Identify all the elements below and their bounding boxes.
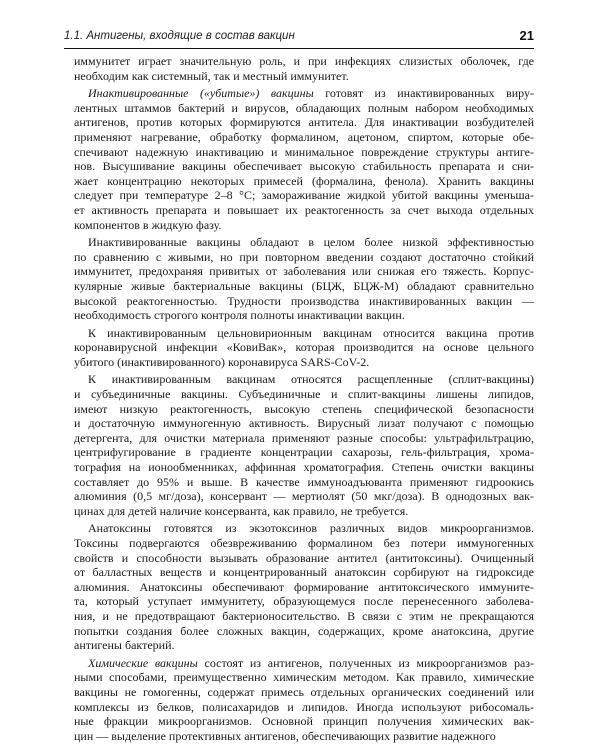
text-line: иммунитет играет значительную роль, и при инфекциях слизистых оболочек, где (74, 54, 534, 68)
text-line: детергента, для очистки материала применяют разные способы: ультрафильтрацию, (74, 430, 534, 445)
text-line: ными способами, преимущественно химическим методом. Как правило, химические (74, 670, 534, 685)
text-line: убитого (инактивированного) коронавируса SARS-CoV-2. (74, 354, 370, 369)
text-line (74, 86, 534, 101)
paragraph (74, 54, 534, 83)
text-line: иммунитет, предохраняя привитых от заболевания или снижая его тяжесть. Корпус- (74, 264, 534, 279)
paragraph (74, 521, 534, 652)
text-line: необходим как системный, так и местный иммунитет. (74, 68, 349, 83)
text-line: ет активность препарата и повышает их реактогенность за счет выхода отдельных (74, 202, 534, 217)
text-line: лентных штаммов бактерий и вирусов, обладающих полным набором необходимых (74, 100, 534, 115)
text-line: алюминия. Анатоксины обеспечивают формирование антитоксического иммуните- (74, 579, 534, 594)
text-line: нов. Высушивание вакцины обеспечивает высокую стабильность препарата и сни- (74, 159, 534, 174)
italic-term: Химические вакцины (88, 655, 198, 670)
section-title: 1.1. Антигены, входящие в состав вакцин (64, 30, 295, 42)
text-line: тография на ионообменниках, аффинная хроматография. Степень очистки вакцины (74, 460, 534, 475)
text-line: спечивают надежную инактивацию и минимальное повреждение структуры антиге- (74, 144, 534, 159)
paragraph (74, 372, 534, 518)
paragraph (74, 235, 534, 323)
text-line: коронавирусной инфекции «КовиВак», которая производится на основе цельного (74, 340, 534, 355)
text-line: центрифугирование в градиенте концентрации сахарозы, гель-фильтрация, хрома- (74, 445, 534, 460)
text-line: комплексы из белков, полисахаридов и липидов. Иногда используют рибосомаль- (74, 699, 534, 714)
page-number: 21 (519, 28, 534, 43)
text-line: цинах для детей наличие консерванта, как правило, не требуется. (74, 503, 409, 518)
text-line: составляет до 95% и выше. В качестве иммунoадъюванта применяют гидроокись (74, 474, 534, 489)
text-line: К инактивированным цельновирионным вакцинам относится вакцина против (88, 325, 534, 340)
line-text: состоят из антигенов, полученных из микроорганизмов раз- (197, 655, 534, 670)
text-line: цин — выделение протективных антигенов, обеспечивающих развитие надежного (74, 728, 496, 743)
body-text (74, 54, 534, 743)
text-line: имеют низкую реактогенность, высокую степень специфической безопасности (74, 401, 534, 416)
paragraph (74, 86, 534, 232)
text-line: и субъединичные вакцины. Субъединичные и сплит-вакцины лишены липидов, (74, 387, 534, 402)
text-line: жает концентрацию некоторых примесей (формалина, фенола). Хранить вакцины (74, 173, 534, 188)
text-line: алюминия (0,5 мг/доза), консервант — мертиолят (50 мкг/доза). В однодозных вак- (74, 489, 534, 504)
text-line: компонентов в жидкую фазу. (74, 217, 222, 232)
text-line: антигенов, против которых формируются антитела. Для инактивации возбудителей (74, 115, 534, 130)
text-line: та, который уступает иммунитету, образующемуся после перенесенного заболева- (74, 594, 534, 609)
text-line: Токсины подвергаются обезвреживанию формалином без потери иммуногенных (74, 536, 534, 550)
paragraph (74, 326, 534, 370)
text-line: ные фракции микроорганизмов. Основной принцип получения химических вак- (74, 714, 534, 729)
line-text: готовят из инактивированных виру- (313, 86, 534, 101)
running-header (64, 30, 534, 50)
text-line: применяют нагревание, обработку формалином, ацетоном, спиртом, которые обе- (74, 129, 534, 144)
text-line: попытки создания более сложных вакцин, содержащих, кроме анатоксина, другие (74, 623, 534, 638)
text-line: К инактивированным вакцинам относятся расщепленные (сплит-вакцины) (88, 372, 534, 387)
text-line: свойств и способности вызывать образование антител (антитоксины). Очищенный (74, 550, 534, 565)
italic-term: Инактивированные («убитые») вакцины (88, 86, 314, 101)
header-divider (64, 48, 534, 49)
text-line: ния, и не предотвращают бактерионосительство. В связи с этим не прекращаются (74, 608, 534, 623)
text-line: необходимость строгого контроля полноты инактивации вакцин. (74, 308, 405, 323)
text-line: и достаточную иммуногенную активность. Вирусный лизат получают с помощью (74, 416, 534, 431)
text-line: по сравнению с живыми, но при повторном введении создают достаточно стойкий (74, 249, 534, 264)
text-line: вакцины не гомогенны, содержат примесь отдельных органических соединений или (74, 684, 534, 699)
text-line: высокой реактогенностью. Трудности производства инактивированных вакцин — (74, 293, 534, 308)
paragraph (74, 656, 534, 744)
text-line: следует при температуре 2–8 °С; замораживание жидкой убитой вакцины уменьша- (74, 188, 534, 203)
text-line: кулярные живые бактериальные вакцины (БЦЖ, БЦЖ-М) обладают сравнительно (74, 278, 534, 293)
text-line (74, 656, 534, 671)
text-line: Анатоксины готовятся из экзотоксинов различных видов микроорганизмов. (88, 521, 534, 536)
text-line: от балластных веществ и концентрированный анатоксин сорбируют на гидроксиде (74, 565, 534, 580)
text-line: антигены бактерий. (74, 638, 175, 653)
text-line: Инактивированные вакцины обладают в целом более низкой эффективностью (88, 235, 534, 250)
